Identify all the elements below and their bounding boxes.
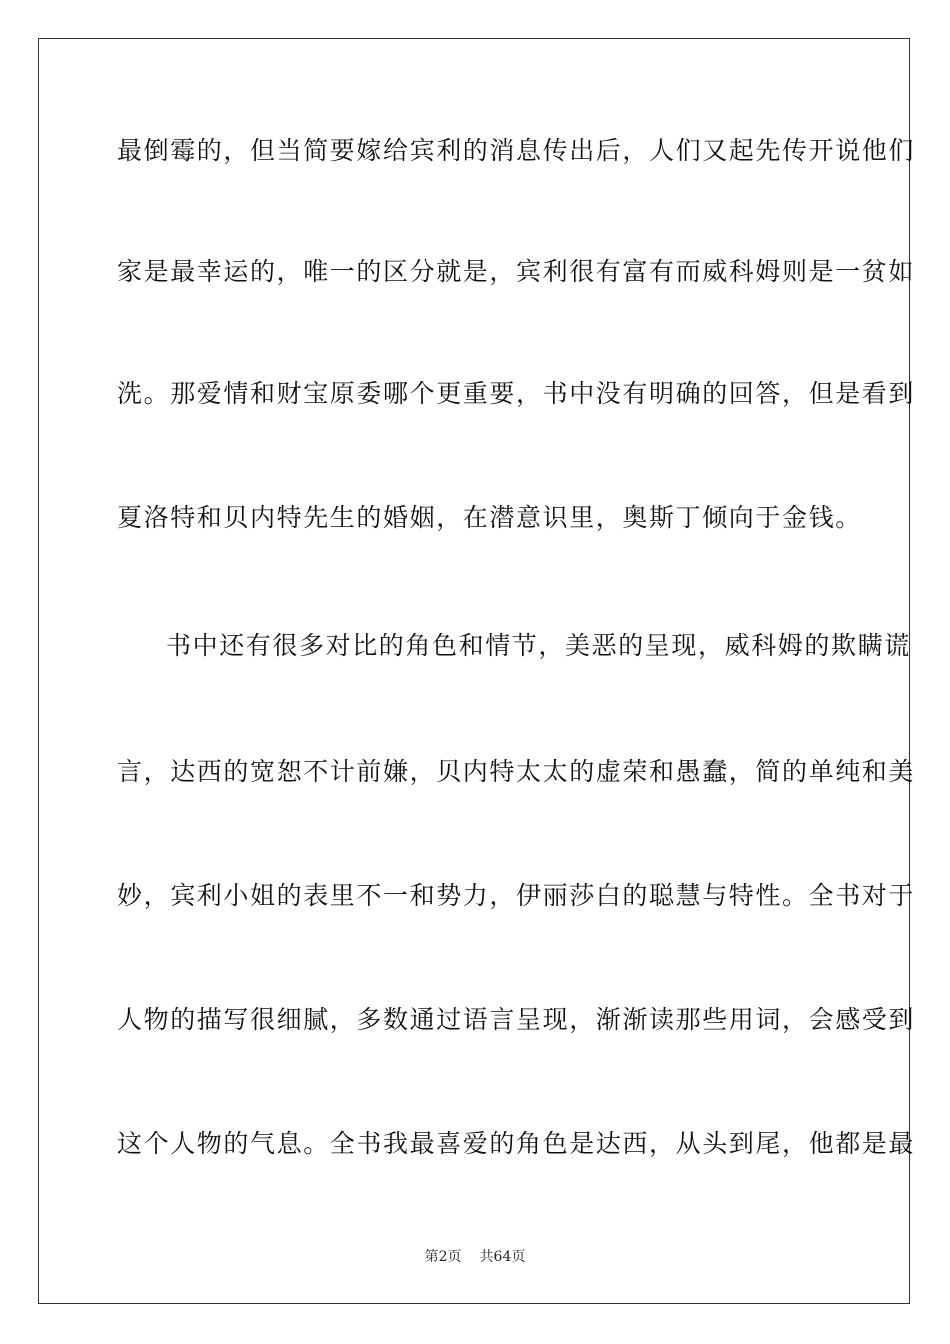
page-number: 第2页 — [424, 1249, 462, 1265]
page-border — [38, 38, 916, 1304]
total-pages: 共64页 — [479, 1249, 526, 1265]
page-footer — [0, 1248, 950, 1266]
paragraph-line: 夏洛特和贝内特先生的婚姻，在潜意识里，奥斯丁倾向于金钱。 — [117, 503, 862, 532]
paragraph-line: 这个人物的气息。全书我最喜爱的角色是达西，从头到尾，他都是最 — [117, 1129, 916, 1158]
paragraph-line: 人物的描写很细腻，多数通过语言呈现，渐渐读那些用词，会感受到 — [117, 1005, 916, 1034]
paragraph-line: 言，达西的宽恕不计前嫌，贝内特太太的虚荣和愚蠢，简的单纯和美 — [117, 757, 916, 786]
paragraph-line-indented: 书中还有很多对比的角色和情节，美恶的呈现，威科姆的欺瞒谎 — [166, 631, 911, 660]
paragraph-line: 最倒霉的，但当简要嫁给宾利的消息传出后，人们又起先传开说他们 — [117, 136, 916, 165]
paragraph-line: 妙，宾利小姐的表里不一和势力，伊丽莎白的聪慧与特性。全书对于 — [117, 881, 916, 910]
paragraph-line: 洗。那爱情和财宝原委哪个更重要，书中没有明确的回答，但是看到 — [117, 379, 916, 408]
paragraph-line: 家是最幸运的，唯一的区分就是，宾利很有富有而威科姆则是一贫如 — [117, 257, 916, 286]
